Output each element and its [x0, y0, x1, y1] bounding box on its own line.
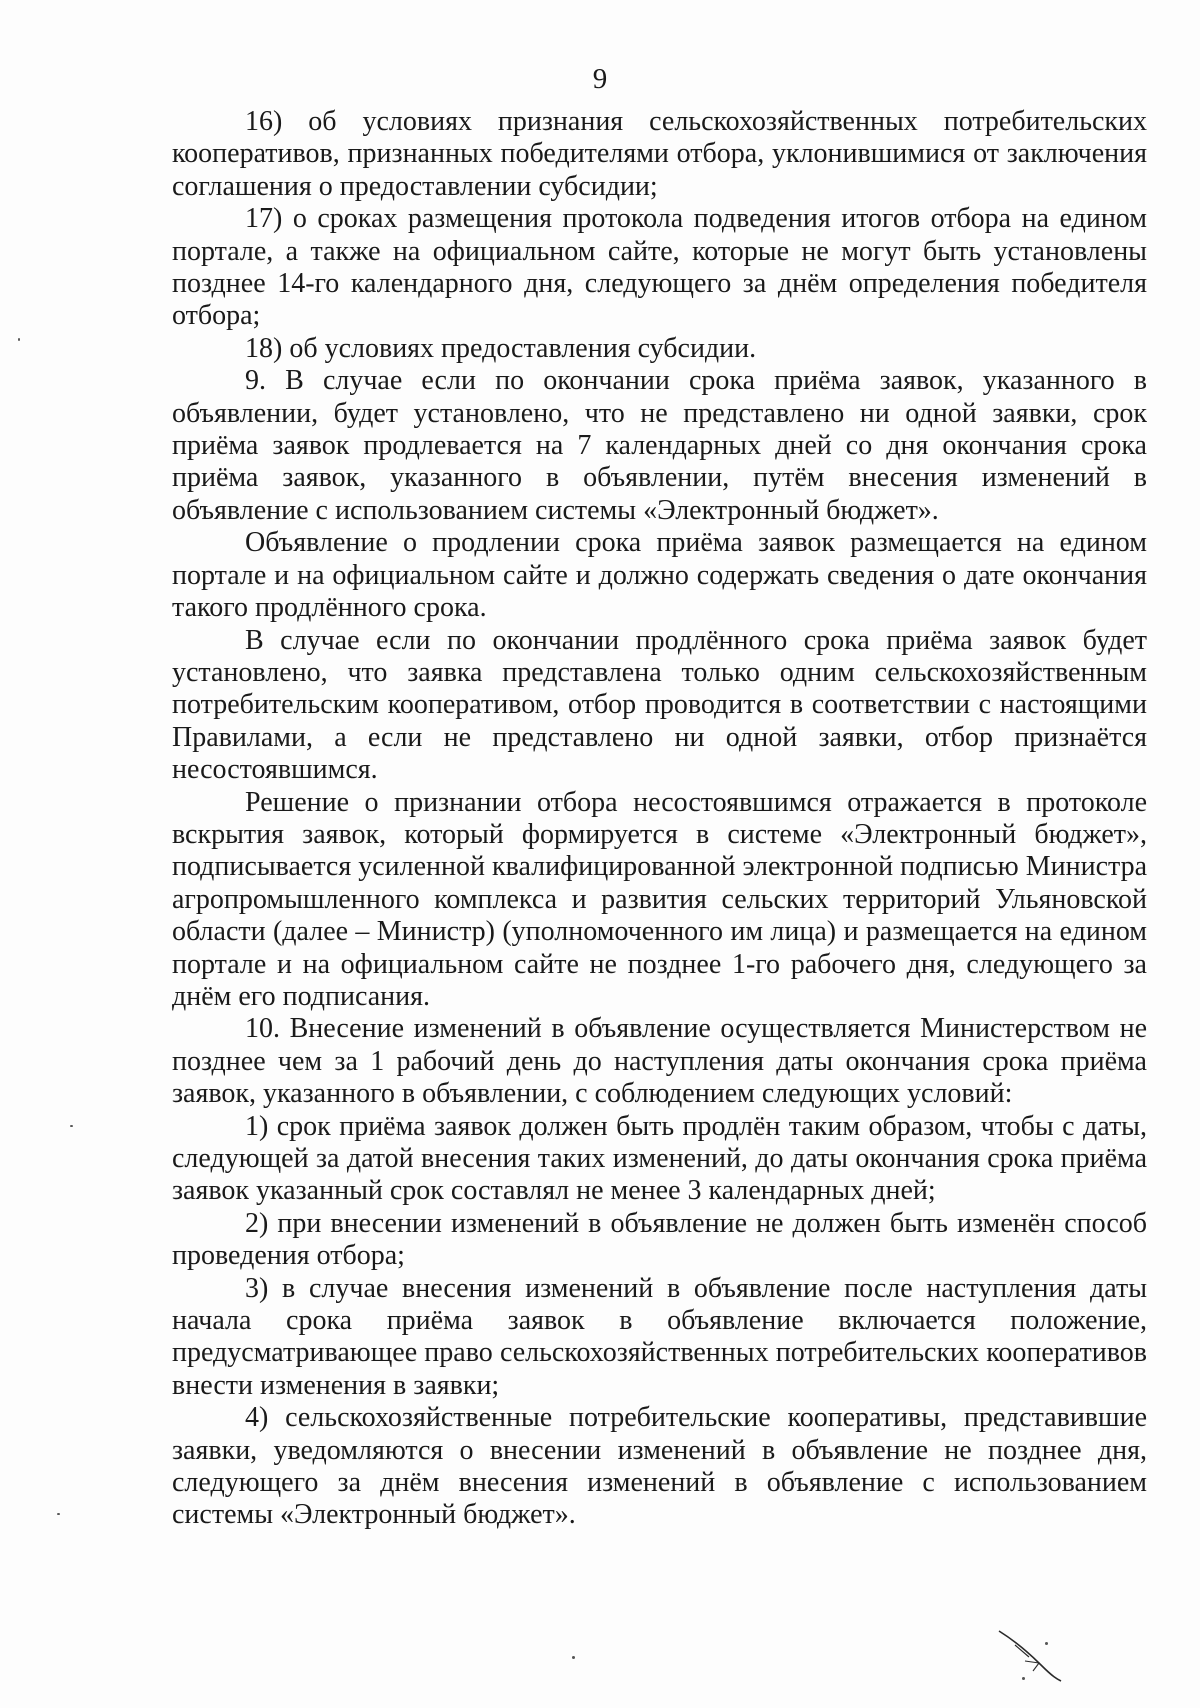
paragraph-item-18: 18) об условиях предоставления субсидии. — [245, 332, 757, 364]
scan-speck — [1022, 1677, 1025, 1680]
scan-speck — [57, 1513, 60, 1515]
scan-speck — [1045, 1642, 1048, 1645]
page-number: 9 — [592, 63, 608, 95]
paragraph-condition-2: 2) при внесении изменений в объявление не должен быть изменён способ проведения отбора; — [172, 1207, 1147, 1272]
paragraph-single-application: В случае если по окончании продлённого срока приёма заявок будет установлено, что заявка представлена только одним сельскохозяйственным потребительским кооперативом, отбор проводится в соответствии с настоящими Правилами, а если не представлено ни одной заявки, отбор признаётся несостоявшимся. — [172, 624, 1147, 786]
paragraph-condition-4: 4) сельскохозяйственные потребительские кооперативы, представившие заявки, уведомляются о внесении изменений в объявление не позднее дня, следующего за днём внесения изменений в объявление с использованием системы «Электронный бюджет». — [172, 1402, 1147, 1531]
scan-speck — [18, 338, 20, 341]
paragraph-section-10: 10. Внесение изменений в объявление осуществляется Министерством не позднее чем за 1 рабочий день до наступления даты окончания срока приёма заявок, указанного в объявлении, с соблюдением следующих условий: — [172, 1013, 1147, 1110]
document-body — [172, 106, 1147, 1532]
scan-speck — [572, 1656, 575, 1659]
paragraph-extension-notice: Объявление о продлении срока приёма заявок размещается на едином портале и на официальном сайте и должно содержать сведения о дате окончания такого продлённого срока. — [172, 527, 1147, 624]
paragraph-condition-1: 1) срок приёма заявок должен быть продлён таким образом, чтобы с даты, следующей за датой внесения таких изменений, до даты окончания срока приёма заявок указанный срок составлял не менее 3 календарных дней; — [172, 1110, 1147, 1207]
paragraph-section-9: 9. В случае если по окончании срока приёма заявок, указанного в объявлении, будет установлено, что не представлено ни одной заявки, срок приёма заявок продлевается на 7 календарных дней со дня окончания срока приёма заявок, указанного в объявлении, путём внесения изменений в объявление с использованием системы «Электронный бюджет». — [172, 365, 1147, 526]
paragraph-item-17: 17) о сроках размещения протокола подведения итогов отбора на едином портале, а также на официальном сайте, которые не могут быть установлены позднее 14-го календарного дня, следующего за днём определения победителя отбора; — [172, 203, 1147, 332]
paragraph-item-16: 16) об условиях признания сельскохозяйственных потребительских кооперативов, признанных победителями отбора, уклонившимися от заключения соглашения о предоставлении субсидии; — [172, 106, 1147, 202]
paragraph-failed-selection-decision: Решение о признании отбора несостоявшимся отражается в протоколе вскрытия заявок, который формируется в системе «Электронный бюджет», подписывается усиленной квалифицированной электронной подписью Министра агропромышленного комплекса и развития сельских территорий Ульяновской области (далее – Министр) (уполномоченного им лица) и размещается на едином портале и на официальном сайте не позднее 1-го рабочего дня, следующего за днём его подписания. — [172, 786, 1147, 1012]
handwritten-initial-mark — [995, 1625, 1065, 1685]
scan-speck — [70, 1125, 73, 1127]
paragraph-condition-3: 3) в случае внесения изменений в объявление после наступления даты начала срока приёма заявок в объявление включается положение, предусматривающее право сельскохозяйственных потребительских кооперативов внести изменения в заявки; — [172, 1272, 1147, 1401]
